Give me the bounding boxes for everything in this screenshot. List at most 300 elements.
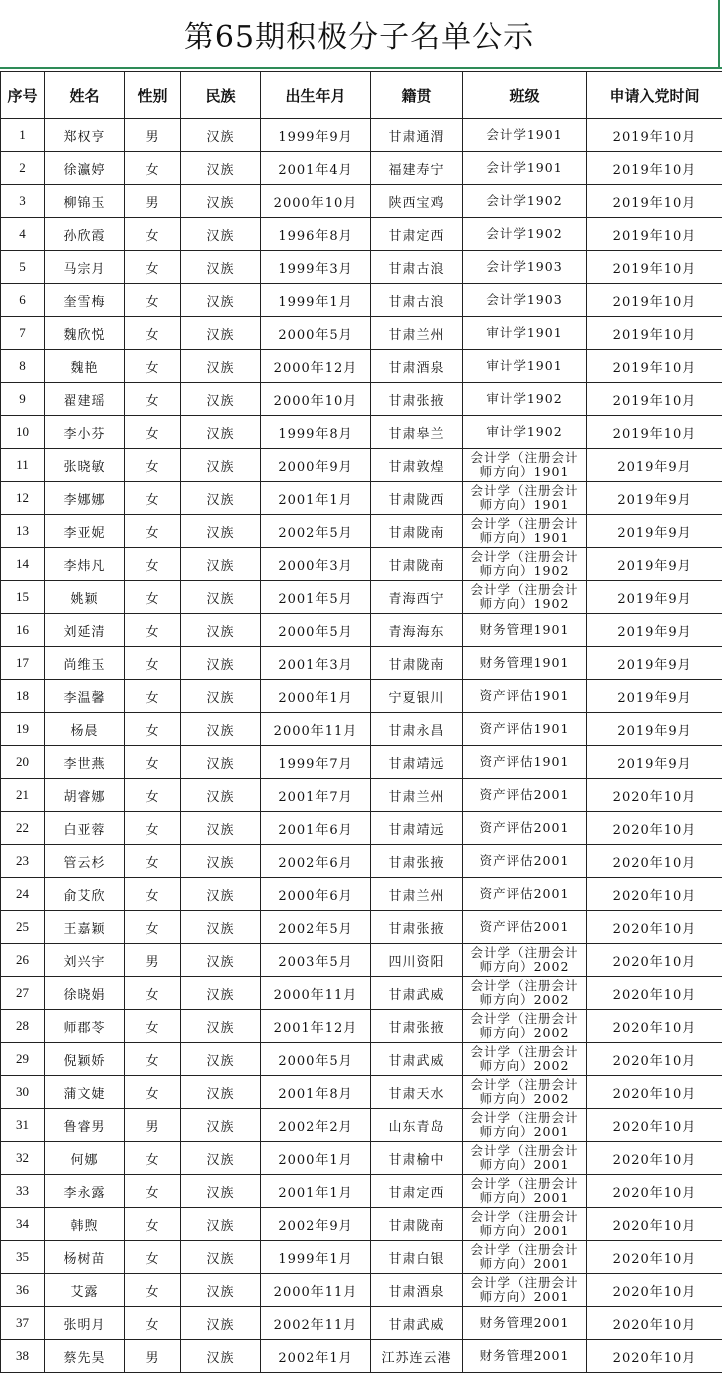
cell-hometown: 甘肃陇南 [371, 647, 463, 680]
cell-name: 刘延清 [45, 614, 125, 647]
table-row [1, 1010, 722, 1043]
cell-birth: 1999年7月 [261, 746, 371, 779]
cell-gender: 女 [125, 812, 181, 845]
cell-ethnicity: 汉族 [181, 977, 261, 1010]
cell-class: 会计学（注册会计师方向）2001 [463, 1274, 587, 1307]
cell-hometown: 甘肃武威 [371, 1307, 463, 1340]
cell-apply-time: 2019年10月 [587, 383, 722, 416]
cell-class: 财务管理2001 [463, 1307, 587, 1340]
cell-gender: 女 [125, 1142, 181, 1175]
cell-gender: 女 [125, 1241, 181, 1274]
cell-gender: 女 [125, 1010, 181, 1043]
table-row [1, 1208, 722, 1241]
cell-seq: 16 [1, 614, 45, 647]
cell-apply-time: 2020年10月 [587, 1010, 722, 1043]
cell-class: 会计学（注册会计师方向）2002 [463, 977, 587, 1010]
cell-birth: 2000年12月 [261, 350, 371, 383]
cell-class: 审计学1901 [463, 350, 587, 383]
cell-birth: 2000年1月 [261, 680, 371, 713]
table-row [1, 1175, 722, 1208]
cell-apply-time: 2019年10月 [587, 218, 722, 251]
cell-gender: 女 [125, 746, 181, 779]
cell-hometown: 甘肃酒泉 [371, 350, 463, 383]
cell-birth: 2000年11月 [261, 1274, 371, 1307]
cell-gender: 女 [125, 515, 181, 548]
cell-hometown: 甘肃定西 [371, 1175, 463, 1208]
cell-hometown: 甘肃兰州 [371, 878, 463, 911]
cell-class: 会计学（注册会计师方向）2001 [463, 1208, 587, 1241]
cell-hometown: 甘肃天水 [371, 1076, 463, 1109]
cell-name: 艾露 [45, 1274, 125, 1307]
cell-class: 会计学（注册会计师方向）2002 [463, 1043, 587, 1076]
table-row [1, 383, 722, 416]
table-row [1, 878, 722, 911]
cell-name: 马宗月 [45, 251, 125, 284]
cell-birth: 1999年1月 [261, 1241, 371, 1274]
cell-gender: 女 [125, 284, 181, 317]
cell-gender: 女 [125, 1043, 181, 1076]
cell-birth: 2000年3月 [261, 548, 371, 581]
cell-name: 杨晨 [45, 713, 125, 746]
cell-hometown: 甘肃兰州 [371, 779, 463, 812]
table-row [1, 713, 722, 746]
cell-ethnicity: 汉族 [181, 1010, 261, 1043]
cell-seq: 20 [1, 746, 45, 779]
table-row [1, 350, 722, 383]
cell-hometown: 甘肃陇西 [371, 482, 463, 515]
cell-gender: 女 [125, 251, 181, 284]
cell-apply-time: 2019年9月 [587, 647, 722, 680]
cell-name: 杨树苗 [45, 1241, 125, 1274]
cell-apply-time: 2019年9月 [587, 680, 722, 713]
cell-name: 蔡先昊 [45, 1340, 125, 1373]
cell-apply-time: 2020年10月 [587, 1142, 722, 1175]
cell-hometown: 甘肃兰州 [371, 317, 463, 350]
cell-seq: 15 [1, 581, 45, 614]
column-header-hometown: 籍贯 [371, 72, 463, 119]
cell-birth: 2001年8月 [261, 1076, 371, 1109]
cell-name: 郑权亨 [45, 119, 125, 152]
cell-birth: 2001年7月 [261, 779, 371, 812]
table-row [1, 779, 722, 812]
cell-class: 会计学（注册会计师方向）2001 [463, 1109, 587, 1142]
column-header-gender: 性别 [125, 72, 181, 119]
cell-hometown: 甘肃敦煌 [371, 449, 463, 482]
cell-gender: 女 [125, 350, 181, 383]
cell-class: 会计学（注册会计师方向）2002 [463, 944, 587, 977]
cell-birth: 2002年6月 [261, 845, 371, 878]
cell-apply-time: 2020年10月 [587, 911, 722, 944]
cell-apply-time: 2019年9月 [587, 581, 722, 614]
cell-gender: 女 [125, 416, 181, 449]
cell-ethnicity: 汉族 [181, 944, 261, 977]
cell-seq: 32 [1, 1142, 45, 1175]
cell-gender: 女 [125, 482, 181, 515]
cell-class: 会计学（注册会计师方向）1901 [463, 515, 587, 548]
cell-birth: 2002年5月 [261, 515, 371, 548]
cell-ethnicity: 汉族 [181, 1142, 261, 1175]
cell-apply-time: 2019年9月 [587, 713, 722, 746]
cell-birth: 2002年2月 [261, 1109, 371, 1142]
table-row [1, 1307, 722, 1340]
cell-class: 财务管理1901 [463, 614, 587, 647]
column-header-apply-time: 申请入党时间 [587, 72, 722, 119]
cell-class: 会计学（注册会计师方向）1901 [463, 449, 587, 482]
cell-ethnicity: 汉族 [181, 515, 261, 548]
table-row [1, 1109, 722, 1142]
cell-seq: 23 [1, 845, 45, 878]
cell-name: 蒲文婕 [45, 1076, 125, 1109]
cell-hometown: 甘肃张掖 [371, 383, 463, 416]
cell-class: 会计学（注册会计师方向）1902 [463, 581, 587, 614]
cell-birth: 1999年8月 [261, 416, 371, 449]
cell-class: 会计学1901 [463, 152, 587, 185]
cell-name: 柳锦玉 [45, 185, 125, 218]
cell-gender: 女 [125, 779, 181, 812]
table-row [1, 680, 722, 713]
cell-gender: 女 [125, 383, 181, 416]
cell-hometown: 甘肃陇南 [371, 1208, 463, 1241]
cell-hometown: 陕西宝鸡 [371, 185, 463, 218]
cell-name: 魏欣悦 [45, 317, 125, 350]
cell-hometown: 甘肃古浪 [371, 251, 463, 284]
cell-gender: 女 [125, 581, 181, 614]
cell-seq: 7 [1, 317, 45, 350]
table-row [1, 251, 722, 284]
roster-table [0, 71, 722, 1373]
cell-hometown: 山东青岛 [371, 1109, 463, 1142]
cell-hometown: 甘肃张掖 [371, 1010, 463, 1043]
cell-apply-time: 2020年10月 [587, 1076, 722, 1109]
cell-ethnicity: 汉族 [181, 185, 261, 218]
cell-seq: 4 [1, 218, 45, 251]
cell-seq: 28 [1, 1010, 45, 1043]
cell-name: 韩煦 [45, 1208, 125, 1241]
cell-ethnicity: 汉族 [181, 911, 261, 944]
table-row [1, 581, 722, 614]
cell-apply-time: 2019年10月 [587, 317, 722, 350]
cell-ethnicity: 汉族 [181, 317, 261, 350]
cell-gender: 女 [125, 1274, 181, 1307]
cell-hometown: 甘肃靖远 [371, 812, 463, 845]
cell-gender: 女 [125, 911, 181, 944]
cell-birth: 2000年6月 [261, 878, 371, 911]
cell-name: 翟建瑶 [45, 383, 125, 416]
cell-gender: 女 [125, 1208, 181, 1241]
cell-apply-time: 2020年10月 [587, 1241, 722, 1274]
cell-seq: 31 [1, 1109, 45, 1142]
title-bar [0, 0, 722, 69]
table-row [1, 548, 722, 581]
table-row [1, 218, 722, 251]
cell-seq: 12 [1, 482, 45, 515]
cell-apply-time: 2019年9月 [587, 548, 722, 581]
cell-class: 资产评估2001 [463, 878, 587, 911]
cell-gender: 女 [125, 1175, 181, 1208]
table-row [1, 1340, 722, 1373]
cell-seq: 26 [1, 944, 45, 977]
cell-apply-time: 2019年10月 [587, 185, 722, 218]
cell-ethnicity: 汉族 [181, 581, 261, 614]
table-body [1, 119, 722, 1373]
table-row [1, 152, 722, 185]
cell-ethnicity: 汉族 [181, 1274, 261, 1307]
title-bar-edge [718, 0, 720, 69]
cell-seq: 35 [1, 1241, 45, 1274]
cell-birth: 1999年9月 [261, 119, 371, 152]
cell-seq: 30 [1, 1076, 45, 1109]
cell-gender: 女 [125, 449, 181, 482]
cell-seq: 5 [1, 251, 45, 284]
cell-seq: 34 [1, 1208, 45, 1241]
cell-hometown: 甘肃定西 [371, 218, 463, 251]
cell-apply-time: 2019年10月 [587, 416, 722, 449]
cell-class: 会计学1903 [463, 284, 587, 317]
cell-ethnicity: 汉族 [181, 1307, 261, 1340]
cell-name: 姚颖 [45, 581, 125, 614]
cell-class: 资产评估2001 [463, 911, 587, 944]
cell-seq: 17 [1, 647, 45, 680]
cell-gender: 女 [125, 1307, 181, 1340]
cell-gender: 女 [125, 1076, 181, 1109]
cell-birth: 2000年1月 [261, 1142, 371, 1175]
cell-seq: 9 [1, 383, 45, 416]
cell-birth: 2001年4月 [261, 152, 371, 185]
cell-gender: 女 [125, 647, 181, 680]
cell-apply-time: 2020年10月 [587, 1175, 722, 1208]
cell-class: 会计学1902 [463, 218, 587, 251]
cell-birth: 1999年1月 [261, 284, 371, 317]
cell-hometown: 甘肃古浪 [371, 284, 463, 317]
cell-name: 徐晓娟 [45, 977, 125, 1010]
cell-birth: 2002年9月 [261, 1208, 371, 1241]
cell-hometown: 甘肃榆中 [371, 1142, 463, 1175]
cell-gender: 男 [125, 944, 181, 977]
cell-name: 张晓敏 [45, 449, 125, 482]
cell-apply-time: 2020年10月 [587, 812, 722, 845]
cell-ethnicity: 汉族 [181, 218, 261, 251]
cell-name: 徐瀛婷 [45, 152, 125, 185]
cell-class: 审计学1902 [463, 383, 587, 416]
cell-seq: 13 [1, 515, 45, 548]
cell-hometown: 青海海东 [371, 614, 463, 647]
column-header-seq: 序号 [1, 72, 45, 119]
cell-birth: 2000年5月 [261, 317, 371, 350]
column-header-name: 姓名 [45, 72, 125, 119]
cell-hometown: 福建寿宁 [371, 152, 463, 185]
cell-apply-time: 2019年10月 [587, 119, 722, 152]
table-row [1, 449, 722, 482]
cell-apply-time: 2020年10月 [587, 1274, 722, 1307]
cell-apply-time: 2020年10月 [587, 1208, 722, 1241]
cell-class: 资产评估1901 [463, 713, 587, 746]
cell-hometown: 甘肃永昌 [371, 713, 463, 746]
cell-hometown: 江苏连云港 [371, 1340, 463, 1373]
cell-name: 白亚蓉 [45, 812, 125, 845]
cell-name: 尚维玉 [45, 647, 125, 680]
cell-gender: 女 [125, 614, 181, 647]
cell-birth: 2001年12月 [261, 1010, 371, 1043]
table-row [1, 614, 722, 647]
column-header-ethnicity: 民族 [181, 72, 261, 119]
cell-ethnicity: 汉族 [181, 680, 261, 713]
cell-hometown: 四川资阳 [371, 944, 463, 977]
cell-ethnicity: 汉族 [181, 1076, 261, 1109]
cell-class: 财务管理1901 [463, 647, 587, 680]
cell-class: 资产评估2001 [463, 845, 587, 878]
cell-gender: 女 [125, 713, 181, 746]
cell-birth: 2001年6月 [261, 812, 371, 845]
cell-birth: 1996年8月 [261, 218, 371, 251]
cell-gender: 男 [125, 1109, 181, 1142]
cell-apply-time: 2020年10月 [587, 1340, 722, 1373]
table-row [1, 284, 722, 317]
cell-seq: 11 [1, 449, 45, 482]
cell-birth: 2000年10月 [261, 185, 371, 218]
column-header-birth: 出生年月 [261, 72, 371, 119]
cell-class: 审计学1901 [463, 317, 587, 350]
cell-class: 会计学（注册会计师方向）1901 [463, 482, 587, 515]
cell-name: 李娜娜 [45, 482, 125, 515]
cell-name: 王嘉颖 [45, 911, 125, 944]
cell-birth: 2003年5月 [261, 944, 371, 977]
cell-apply-time: 2020年10月 [587, 977, 722, 1010]
cell-ethnicity: 汉族 [181, 1175, 261, 1208]
cell-ethnicity: 汉族 [181, 251, 261, 284]
cell-hometown: 宁夏银川 [371, 680, 463, 713]
cell-seq: 27 [1, 977, 45, 1010]
cell-seq: 29 [1, 1043, 45, 1076]
cell-class: 资产评估1901 [463, 746, 587, 779]
cell-name: 鲁睿男 [45, 1109, 125, 1142]
cell-birth: 2000年9月 [261, 449, 371, 482]
cell-apply-time: 2019年10月 [587, 350, 722, 383]
cell-ethnicity: 汉族 [181, 1208, 261, 1241]
cell-name: 何娜 [45, 1142, 125, 1175]
table-row [1, 845, 722, 878]
cell-birth: 2002年5月 [261, 911, 371, 944]
cell-apply-time: 2020年10月 [587, 779, 722, 812]
cell-hometown: 甘肃通渭 [371, 119, 463, 152]
cell-class: 会计学（注册会计师方向）2002 [463, 1010, 587, 1043]
cell-apply-time: 2019年9月 [587, 746, 722, 779]
cell-name: 魏艳 [45, 350, 125, 383]
cell-seq: 3 [1, 185, 45, 218]
cell-class: 审计学1902 [463, 416, 587, 449]
cell-name: 孙欣霞 [45, 218, 125, 251]
cell-class: 资产评估2001 [463, 812, 587, 845]
cell-class: 会计学1903 [463, 251, 587, 284]
cell-ethnicity: 汉族 [181, 1340, 261, 1373]
cell-name: 李世燕 [45, 746, 125, 779]
cell-ethnicity: 汉族 [181, 647, 261, 680]
cell-name: 李小芬 [45, 416, 125, 449]
cell-ethnicity: 汉族 [181, 614, 261, 647]
cell-class: 会计学（注册会计师方向）2001 [463, 1142, 587, 1175]
cell-gender: 女 [125, 977, 181, 1010]
cell-seq: 24 [1, 878, 45, 911]
table-row [1, 1142, 722, 1175]
cell-name: 李永露 [45, 1175, 125, 1208]
cell-apply-time: 2020年10月 [587, 1109, 722, 1142]
cell-ethnicity: 汉族 [181, 350, 261, 383]
cell-birth: 2001年3月 [261, 647, 371, 680]
cell-apply-time: 2019年9月 [587, 449, 722, 482]
table-row [1, 1241, 722, 1274]
column-header-class: 班级 [463, 72, 587, 119]
table-row [1, 416, 722, 449]
table-header-row [1, 72, 722, 119]
cell-class: 资产评估1901 [463, 680, 587, 713]
cell-gender: 女 [125, 317, 181, 350]
cell-name: 李温馨 [45, 680, 125, 713]
cell-hometown: 甘肃皋兰 [371, 416, 463, 449]
cell-seq: 21 [1, 779, 45, 812]
cell-ethnicity: 汉族 [181, 779, 261, 812]
cell-ethnicity: 汉族 [181, 284, 261, 317]
table-row [1, 317, 722, 350]
cell-hometown: 甘肃靖远 [371, 746, 463, 779]
cell-ethnicity: 汉族 [181, 482, 261, 515]
table-row [1, 482, 722, 515]
table-row [1, 647, 722, 680]
cell-ethnicity: 汉族 [181, 119, 261, 152]
cell-apply-time: 2019年10月 [587, 251, 722, 284]
cell-birth: 2000年10月 [261, 383, 371, 416]
cell-gender: 女 [125, 845, 181, 878]
cell-hometown: 甘肃陇南 [371, 548, 463, 581]
cell-seq: 2 [1, 152, 45, 185]
cell-ethnicity: 汉族 [181, 1241, 261, 1274]
table-row [1, 746, 722, 779]
cell-gender: 女 [125, 152, 181, 185]
cell-hometown: 甘肃酒泉 [371, 1274, 463, 1307]
cell-apply-time: 2019年9月 [587, 482, 722, 515]
cell-seq: 37 [1, 1307, 45, 1340]
cell-ethnicity: 汉族 [181, 713, 261, 746]
cell-apply-time: 2020年10月 [587, 1043, 722, 1076]
cell-ethnicity: 汉族 [181, 416, 261, 449]
cell-apply-time: 2020年10月 [587, 1307, 722, 1340]
cell-gender: 男 [125, 119, 181, 152]
cell-hometown: 甘肃武威 [371, 1043, 463, 1076]
cell-hometown: 甘肃白银 [371, 1241, 463, 1274]
cell-class: 财务管理2001 [463, 1340, 587, 1373]
cell-apply-time: 2020年10月 [587, 944, 722, 977]
table-row [1, 1274, 722, 1307]
cell-name: 管云杉 [45, 845, 125, 878]
cell-class: 会计学1901 [463, 119, 587, 152]
cell-apply-time: 2019年10月 [587, 152, 722, 185]
cell-class: 会计学1902 [463, 185, 587, 218]
cell-ethnicity: 汉族 [181, 878, 261, 911]
cell-birth: 2002年1月 [261, 1340, 371, 1373]
cell-apply-time: 2020年10月 [587, 878, 722, 911]
cell-hometown: 甘肃武威 [371, 977, 463, 1010]
cell-gender: 女 [125, 218, 181, 251]
cell-name: 师郡苓 [45, 1010, 125, 1043]
cell-birth: 2000年5月 [261, 614, 371, 647]
cell-gender: 男 [125, 185, 181, 218]
table-row [1, 185, 722, 218]
cell-seq: 19 [1, 713, 45, 746]
cell-birth: 2000年11月 [261, 977, 371, 1010]
cell-seq: 25 [1, 911, 45, 944]
cell-birth: 2001年1月 [261, 482, 371, 515]
cell-name: 张明月 [45, 1307, 125, 1340]
cell-apply-time: 2019年10月 [587, 284, 722, 317]
cell-class: 资产评估2001 [463, 779, 587, 812]
